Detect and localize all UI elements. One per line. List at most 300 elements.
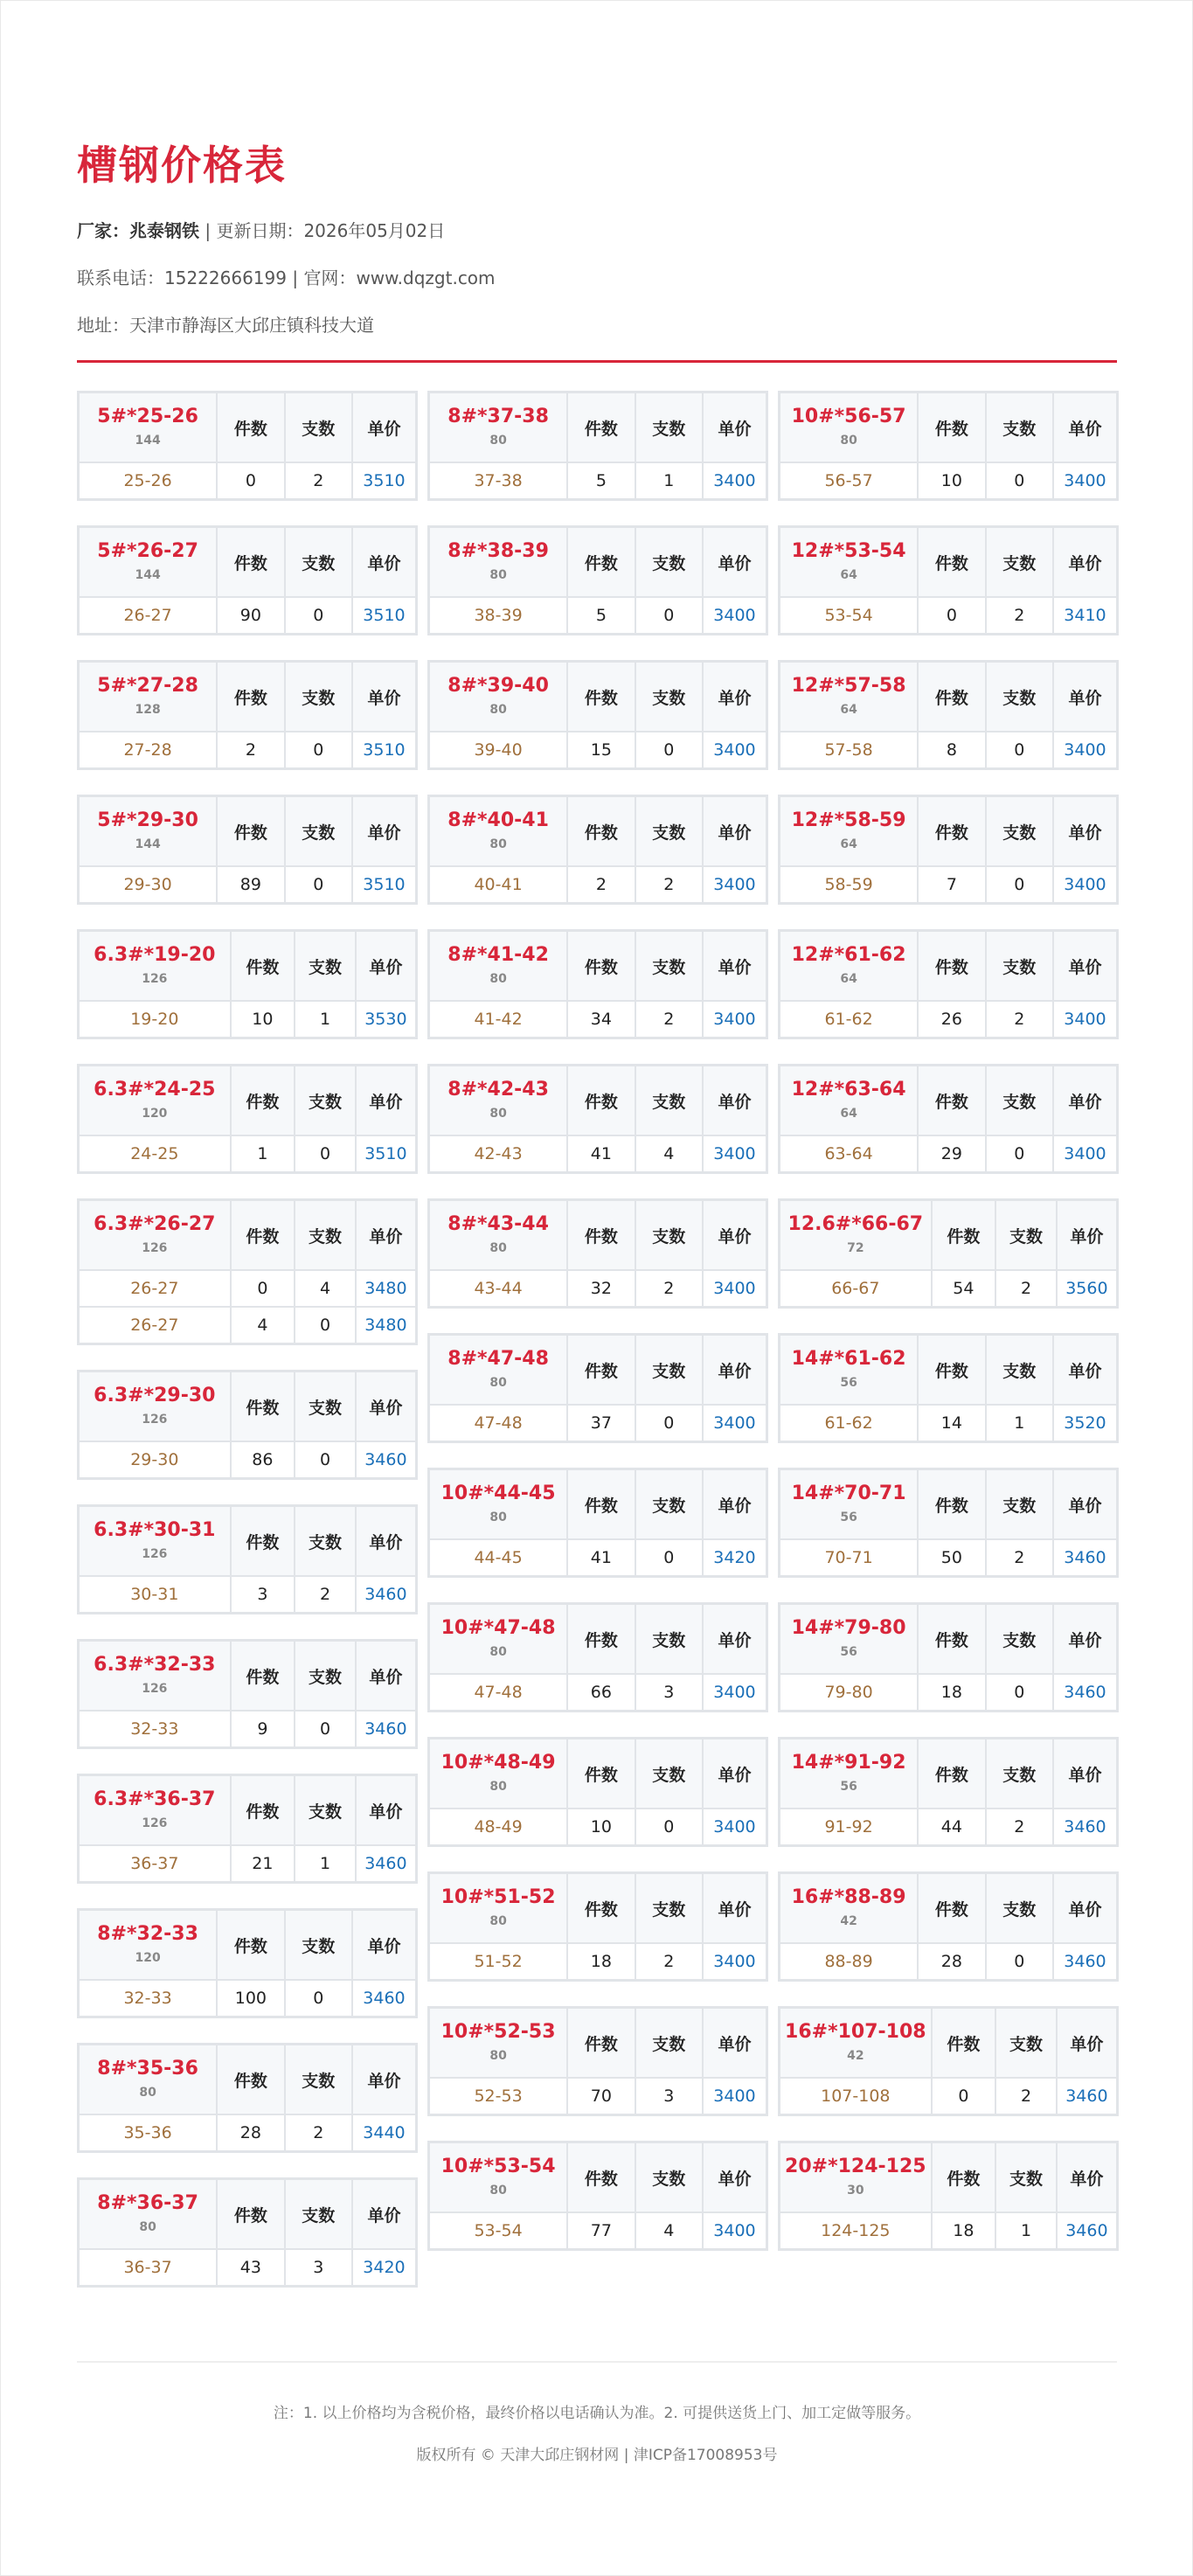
price-cell: 3460 xyxy=(356,1845,417,1883)
price-cell: 3460 xyxy=(1053,1674,1118,1712)
pieces-header: 支数 xyxy=(635,1739,703,1809)
table-header-row xyxy=(79,1200,417,1271)
count-cell: 8 xyxy=(918,732,985,769)
spec-header-cell xyxy=(429,527,568,598)
price-cell: 3400 xyxy=(703,1809,767,1846)
range-cell: 63-64 xyxy=(780,1135,919,1173)
price-column-3 xyxy=(778,391,1119,2275)
pieces-cell: 2 xyxy=(986,1001,1053,1038)
pieces-cell: 0 xyxy=(295,1441,356,1479)
table-header-row xyxy=(79,1641,417,1712)
range-cell: 52-53 xyxy=(429,2078,568,2115)
price-cell: 3510 xyxy=(352,732,417,769)
price-header: 单价 xyxy=(352,1910,417,1981)
price-header: 单价 xyxy=(1053,796,1118,867)
spec-header-cell xyxy=(780,392,919,463)
price-cell: 3460 xyxy=(1053,1539,1118,1577)
range-cell: 30-31 xyxy=(79,1576,231,1614)
table-row xyxy=(79,732,417,769)
count-cell: 28 xyxy=(217,2114,284,2152)
price-cell: 3400 xyxy=(1053,1135,1118,1173)
spec-name: 10#*44-45 xyxy=(440,1482,556,1504)
price-table xyxy=(778,1602,1119,1712)
table-header-row xyxy=(780,392,1118,463)
spec-header-cell xyxy=(79,1371,231,1442)
spec-name: 14#*91-92 xyxy=(791,1752,906,1774)
pieces-header: 支数 xyxy=(635,662,703,733)
spec-header-cell xyxy=(780,1873,919,1944)
price-header: 单价 xyxy=(703,796,767,867)
price-header: 单价 xyxy=(1053,931,1118,1002)
spec-name: 6.3#*24-25 xyxy=(94,1079,216,1101)
price-table xyxy=(778,391,1119,501)
count-header: 件数 xyxy=(918,392,985,463)
table-row xyxy=(780,732,1118,769)
spec-length: 80 xyxy=(840,434,857,448)
price-header: 单价 xyxy=(1053,1604,1118,1675)
price-cell: 3460 xyxy=(356,1576,417,1614)
table-row xyxy=(429,462,767,500)
site-label: | 官网： xyxy=(286,267,357,288)
count-cell: 41 xyxy=(567,1539,635,1577)
count-header: 件数 xyxy=(567,1739,635,1809)
spec-name: 14#*61-62 xyxy=(791,1348,906,1370)
spec-name: 6.3#*32-33 xyxy=(94,1654,216,1676)
price-header: 单价 xyxy=(1057,1200,1118,1271)
spec-header-cell xyxy=(780,931,919,1002)
count-header: 件数 xyxy=(217,2045,284,2115)
table-header-row xyxy=(429,1200,767,1271)
count-cell: 100 xyxy=(217,1980,284,2017)
spec-length: 126 xyxy=(142,972,168,986)
range-cell: 43-44 xyxy=(429,1270,568,1308)
table-row xyxy=(780,1135,1118,1173)
pieces-cell: 0 xyxy=(295,1135,356,1173)
table-row xyxy=(429,1674,767,1712)
pieces-cell: 2 xyxy=(635,1943,703,1981)
spec-length: 80 xyxy=(489,1510,507,1524)
price-cell: 3400 xyxy=(1053,462,1118,500)
pieces-cell: 0 xyxy=(986,1674,1053,1712)
spec-length: 80 xyxy=(489,1645,507,1659)
count-cell: 86 xyxy=(231,1441,295,1479)
price-cell: 3460 xyxy=(1057,2212,1118,2250)
table-header-row xyxy=(79,2179,417,2250)
count-cell: 34 xyxy=(567,1001,635,1038)
price-header: 单价 xyxy=(1057,2008,1118,2079)
table-header-row xyxy=(780,662,1118,733)
pieces-cell: 0 xyxy=(986,732,1053,769)
spec-length: 64 xyxy=(840,972,857,986)
range-cell: 32-33 xyxy=(79,1980,218,2017)
pieces-cell: 2 xyxy=(986,1539,1053,1577)
spec-length: 80 xyxy=(139,2220,156,2234)
price-table xyxy=(77,1908,418,2018)
pieces-cell: 2 xyxy=(285,462,352,500)
pieces-cell: 2 xyxy=(635,866,703,904)
spec-length: 80 xyxy=(489,2184,507,2198)
count-header: 件数 xyxy=(231,1200,295,1271)
count-cell: 5 xyxy=(567,462,635,500)
spec-name: 12#*61-62 xyxy=(791,944,906,966)
pieces-cell: 0 xyxy=(285,1980,352,2017)
pieces-cell: 0 xyxy=(635,597,703,635)
pieces-header: 支数 xyxy=(986,1469,1053,1540)
spec-header-cell xyxy=(429,2142,568,2213)
count-header: 件数 xyxy=(217,796,284,867)
spec-name: 16#*107-108 xyxy=(785,2021,926,2043)
price-table xyxy=(427,660,768,770)
spec-header-cell xyxy=(429,2008,568,2079)
spec-length: 126 xyxy=(142,1547,168,1561)
table-row xyxy=(79,1307,417,1344)
count-header: 件数 xyxy=(918,662,985,733)
price-header: 单价 xyxy=(352,796,417,867)
count-header: 件数 xyxy=(567,662,635,733)
spec-header-cell xyxy=(79,1775,231,1846)
price-cell: 3460 xyxy=(356,1711,417,1748)
spec-name: 20#*124-125 xyxy=(785,2156,926,2177)
spec-name: 8#*40-41 xyxy=(447,809,549,831)
pieces-cell: 2 xyxy=(986,1809,1053,1846)
spec-length: 80 xyxy=(489,1914,507,1928)
table-header-row xyxy=(429,1066,767,1136)
price-cell: 3510 xyxy=(352,597,417,635)
spec-name: 6.3#*36-37 xyxy=(94,1788,216,1810)
range-cell: 24-25 xyxy=(79,1135,231,1173)
spec-name: 12#*63-64 xyxy=(791,1079,906,1101)
pieces-header: 支数 xyxy=(635,1066,703,1136)
spec-name: 8#*32-33 xyxy=(97,1923,198,1945)
spec-name: 16#*88-89 xyxy=(791,1886,906,1908)
page-header xyxy=(77,132,1117,340)
table-row xyxy=(79,1001,417,1038)
count-cell: 3 xyxy=(231,1576,295,1614)
price-table xyxy=(778,1333,1119,1443)
price-table xyxy=(77,391,418,501)
price-table xyxy=(427,2141,768,2251)
count-cell: 10 xyxy=(231,1001,295,1038)
price-table xyxy=(427,1602,768,1712)
table-header-row xyxy=(780,796,1118,867)
range-cell: 79-80 xyxy=(780,1674,919,1712)
count-cell: 0 xyxy=(932,2078,996,2115)
pieces-cell: 4 xyxy=(295,1270,356,1307)
table-header-row xyxy=(429,392,767,463)
spec-name: 6.3#*26-27 xyxy=(94,1213,216,1235)
price-table xyxy=(77,1198,418,1345)
pieces-header: 支数 xyxy=(986,1335,1053,1406)
spec-length: 56 xyxy=(840,1510,857,1524)
count-cell: 9 xyxy=(231,1711,295,1748)
range-cell: 61-62 xyxy=(780,1405,919,1442)
count-cell: 66 xyxy=(567,1674,635,1712)
spec-length: 56 xyxy=(840,1645,857,1659)
spec-name: 8#*43-44 xyxy=(447,1213,549,1235)
spec-header-cell xyxy=(429,1200,568,1271)
table-row xyxy=(429,732,767,769)
table-row xyxy=(79,866,417,904)
spec-name: 8#*41-42 xyxy=(447,944,549,966)
count-header: 件数 xyxy=(567,2142,635,2213)
spec-header-cell xyxy=(79,796,218,867)
table-header-row xyxy=(780,2142,1118,2213)
spec-name: 6.3#*29-30 xyxy=(94,1385,216,1406)
price-cell: 3400 xyxy=(703,1270,767,1308)
price-table xyxy=(77,1504,418,1614)
spec-header-cell xyxy=(780,662,919,733)
range-cell: 35-36 xyxy=(79,2114,218,2152)
phone-label: 联系电话： xyxy=(77,267,164,288)
range-cell: 47-48 xyxy=(429,1405,568,1442)
count-cell: 10 xyxy=(918,462,985,500)
price-table xyxy=(427,391,768,501)
count-cell: 28 xyxy=(918,1943,985,1981)
pieces-cell: 2 xyxy=(285,2114,352,2152)
price-header: 单价 xyxy=(356,1371,417,1442)
pieces-cell: 1 xyxy=(986,1405,1053,1442)
spec-header-cell xyxy=(79,931,231,1002)
spec-length: 126 xyxy=(142,1816,168,1830)
spec-name: 5#*25-26 xyxy=(97,406,198,427)
pieces-cell: 4 xyxy=(635,2212,703,2250)
table-row xyxy=(780,597,1118,635)
count-header: 件数 xyxy=(918,1066,985,1136)
count-header: 件数 xyxy=(918,1604,985,1675)
price-table xyxy=(778,2141,1119,2251)
spec-header-cell xyxy=(429,392,568,463)
spec-length: 144 xyxy=(135,568,161,582)
range-cell: 29-30 xyxy=(79,1441,231,1479)
spec-length: 80 xyxy=(489,703,507,717)
table-row xyxy=(429,1270,767,1308)
price-table xyxy=(77,795,418,905)
table-row xyxy=(780,1001,1118,1038)
count-cell: 15 xyxy=(567,732,635,769)
spec-name: 10#*53-54 xyxy=(440,2156,556,2177)
count-cell: 7 xyxy=(918,866,985,904)
table-header-row xyxy=(79,527,417,598)
price-table xyxy=(778,525,1119,635)
price-header: 单价 xyxy=(703,1200,767,1271)
count-header: 件数 xyxy=(567,1873,635,1944)
count-cell: 37 xyxy=(567,1405,635,1442)
range-cell: 19-20 xyxy=(79,1001,231,1038)
price-header: 单价 xyxy=(703,527,767,598)
range-cell: 56-57 xyxy=(780,462,919,500)
price-table xyxy=(77,929,418,1039)
pieces-cell: 2 xyxy=(986,597,1053,635)
pieces-header: 支数 xyxy=(995,2142,1057,2213)
spec-length: 42 xyxy=(840,1914,857,1928)
price-header: 单价 xyxy=(1053,1739,1118,1809)
range-cell: 66-67 xyxy=(780,1270,932,1308)
count-header: 件数 xyxy=(217,1910,284,1981)
count-cell: 2 xyxy=(567,866,635,904)
price-table xyxy=(778,1468,1119,1578)
range-cell: 61-62 xyxy=(780,1001,919,1038)
table-row xyxy=(79,1270,417,1307)
table-row xyxy=(79,1441,417,1479)
footer-note: 注：1. 以上价格均为含税价格，最终价格以电话确认为准。2. 可提供送货上门、加工定做等服务。 xyxy=(273,2405,921,2422)
range-cell: 27-28 xyxy=(79,732,218,769)
spec-length: 80 xyxy=(489,568,507,582)
table-row xyxy=(780,2078,1118,2115)
pieces-cell: 0 xyxy=(285,597,352,635)
pieces-cell: 2 xyxy=(995,1270,1057,1308)
spec-header-cell xyxy=(429,796,568,867)
price-cell: 3400 xyxy=(703,1405,767,1442)
update-date: 2026年05月02日 xyxy=(303,220,446,241)
table-header-row xyxy=(429,796,767,867)
count-header: 件数 xyxy=(567,796,635,867)
pieces-header: 支数 xyxy=(635,527,703,598)
spec-name: 6.3#*19-20 xyxy=(94,944,216,966)
count-header: 件数 xyxy=(918,527,985,598)
price-cell: 3460 xyxy=(352,1980,417,2017)
spec-length: 80 xyxy=(489,1780,507,1794)
table-header-row xyxy=(780,1200,1118,1271)
count-header: 件数 xyxy=(567,931,635,1002)
count-header: 件数 xyxy=(918,1335,985,1406)
price-cell: 3440 xyxy=(352,2114,417,2152)
price-header: 单价 xyxy=(1053,1469,1118,1540)
pieces-header: 支数 xyxy=(295,1641,356,1712)
price-table xyxy=(427,2006,768,2116)
table-header-row xyxy=(780,1469,1118,1540)
price-header: 单价 xyxy=(703,931,767,1002)
spec-length: 80 xyxy=(489,2049,507,2063)
count-cell: 43 xyxy=(217,2249,284,2287)
pieces-cell: 0 xyxy=(635,1405,703,1442)
range-cell: 88-89 xyxy=(780,1943,919,1981)
count-cell: 14 xyxy=(918,1405,985,1442)
price-header: 单价 xyxy=(703,662,767,733)
price-cell: 3400 xyxy=(703,866,767,904)
spec-header-cell xyxy=(780,1604,919,1675)
table-row xyxy=(780,1809,1118,1846)
table-row xyxy=(79,597,417,635)
table-row xyxy=(429,866,767,904)
price-header: 单价 xyxy=(1053,662,1118,733)
count-header: 件数 xyxy=(231,931,295,1002)
table-header-row xyxy=(429,1469,767,1540)
spec-name: 8#*35-36 xyxy=(97,2058,198,2080)
spec-name: 5#*27-28 xyxy=(97,675,198,697)
price-cell: 3400 xyxy=(703,732,767,769)
spec-header-cell xyxy=(79,2045,218,2115)
price-cell: 3460 xyxy=(1053,1943,1118,1981)
spec-name: 14#*79-80 xyxy=(791,1617,906,1639)
spec-header-cell xyxy=(780,1335,919,1406)
table-row xyxy=(79,2249,417,2287)
table-row xyxy=(79,462,417,500)
price-cell: 3420 xyxy=(703,1539,767,1577)
pieces-header: 支数 xyxy=(986,662,1053,733)
pieces-cell: 0 xyxy=(986,866,1053,904)
range-cell: 26-27 xyxy=(79,597,218,635)
pieces-header: 支数 xyxy=(295,1506,356,1577)
spec-header-cell xyxy=(429,1873,568,1944)
count-cell: 41 xyxy=(567,1135,635,1173)
spec-name: 8#*42-43 xyxy=(447,1079,549,1101)
pieces-header: 支数 xyxy=(635,931,703,1002)
table-header-row xyxy=(780,1739,1118,1809)
spec-name: 8#*38-39 xyxy=(447,540,549,562)
table-header-row xyxy=(780,1873,1118,1944)
phone-number[interactable]: 15222666199 xyxy=(164,267,287,288)
spec-length: 120 xyxy=(135,1951,161,1965)
price-table xyxy=(77,1639,418,1749)
table-header-row xyxy=(780,931,1118,1002)
price-table xyxy=(77,2043,418,2153)
price-table xyxy=(427,1737,768,1847)
pieces-cell: 2 xyxy=(995,2078,1057,2115)
pieces-header: 支数 xyxy=(635,1873,703,1944)
pieces-header: 支数 xyxy=(295,1200,356,1271)
spec-name: 8#*37-38 xyxy=(447,406,549,427)
range-cell: 47-48 xyxy=(429,1674,568,1712)
spec-length: 144 xyxy=(135,837,161,851)
count-header: 件数 xyxy=(567,1469,635,1540)
price-cell: 3400 xyxy=(703,1943,767,1981)
range-cell: 51-52 xyxy=(429,1943,568,1981)
count-header: 件数 xyxy=(932,1200,996,1271)
price-header: 单价 xyxy=(356,1506,417,1577)
table-header-row xyxy=(79,1775,417,1846)
price-cell: 3420 xyxy=(352,2249,417,2287)
table-row xyxy=(79,1711,417,1748)
count-cell: 44 xyxy=(918,1809,985,1846)
price-table xyxy=(77,1370,418,1480)
spec-name: 12#*58-59 xyxy=(791,809,906,831)
spec-header-cell xyxy=(429,662,568,733)
table-header-row xyxy=(79,1371,417,1442)
table-row xyxy=(79,1845,417,1883)
price-table xyxy=(77,1064,418,1174)
site-link[interactable]: www.dqzgt.com xyxy=(356,267,496,288)
count-cell: 10 xyxy=(567,1809,635,1846)
range-cell: 41-42 xyxy=(429,1001,568,1038)
price-cell: 3520 xyxy=(1053,1405,1118,1442)
price-cell: 3400 xyxy=(703,1135,767,1173)
table-row xyxy=(79,1135,417,1173)
pieces-header: 支数 xyxy=(295,1371,356,1442)
count-header: 件数 xyxy=(217,392,284,463)
table-header-row xyxy=(429,931,767,1002)
price-table xyxy=(778,1198,1119,1309)
table-header-row xyxy=(79,1910,417,1981)
price-cell: 3510 xyxy=(352,866,417,904)
price-header: 单价 xyxy=(1053,527,1118,598)
spec-length: 144 xyxy=(135,434,161,448)
spec-header-cell xyxy=(429,931,568,1002)
pieces-cell: 3 xyxy=(635,2078,703,2115)
maker-label: 厂家： xyxy=(77,220,129,241)
spec-length: 126 xyxy=(142,1413,168,1427)
pieces-header: 支数 xyxy=(295,1775,356,1846)
table-header-row xyxy=(429,2008,767,2079)
maker-line xyxy=(77,216,1117,246)
pieces-header: 支数 xyxy=(285,1910,352,1981)
spec-header-cell xyxy=(780,2142,932,2213)
spec-length: 64 xyxy=(840,568,857,582)
spec-header-cell xyxy=(429,1739,568,1809)
price-header: 单价 xyxy=(356,1775,417,1846)
pieces-header: 支数 xyxy=(285,392,352,463)
price-header: 单价 xyxy=(352,2179,417,2250)
table-header-row xyxy=(79,1506,417,1577)
